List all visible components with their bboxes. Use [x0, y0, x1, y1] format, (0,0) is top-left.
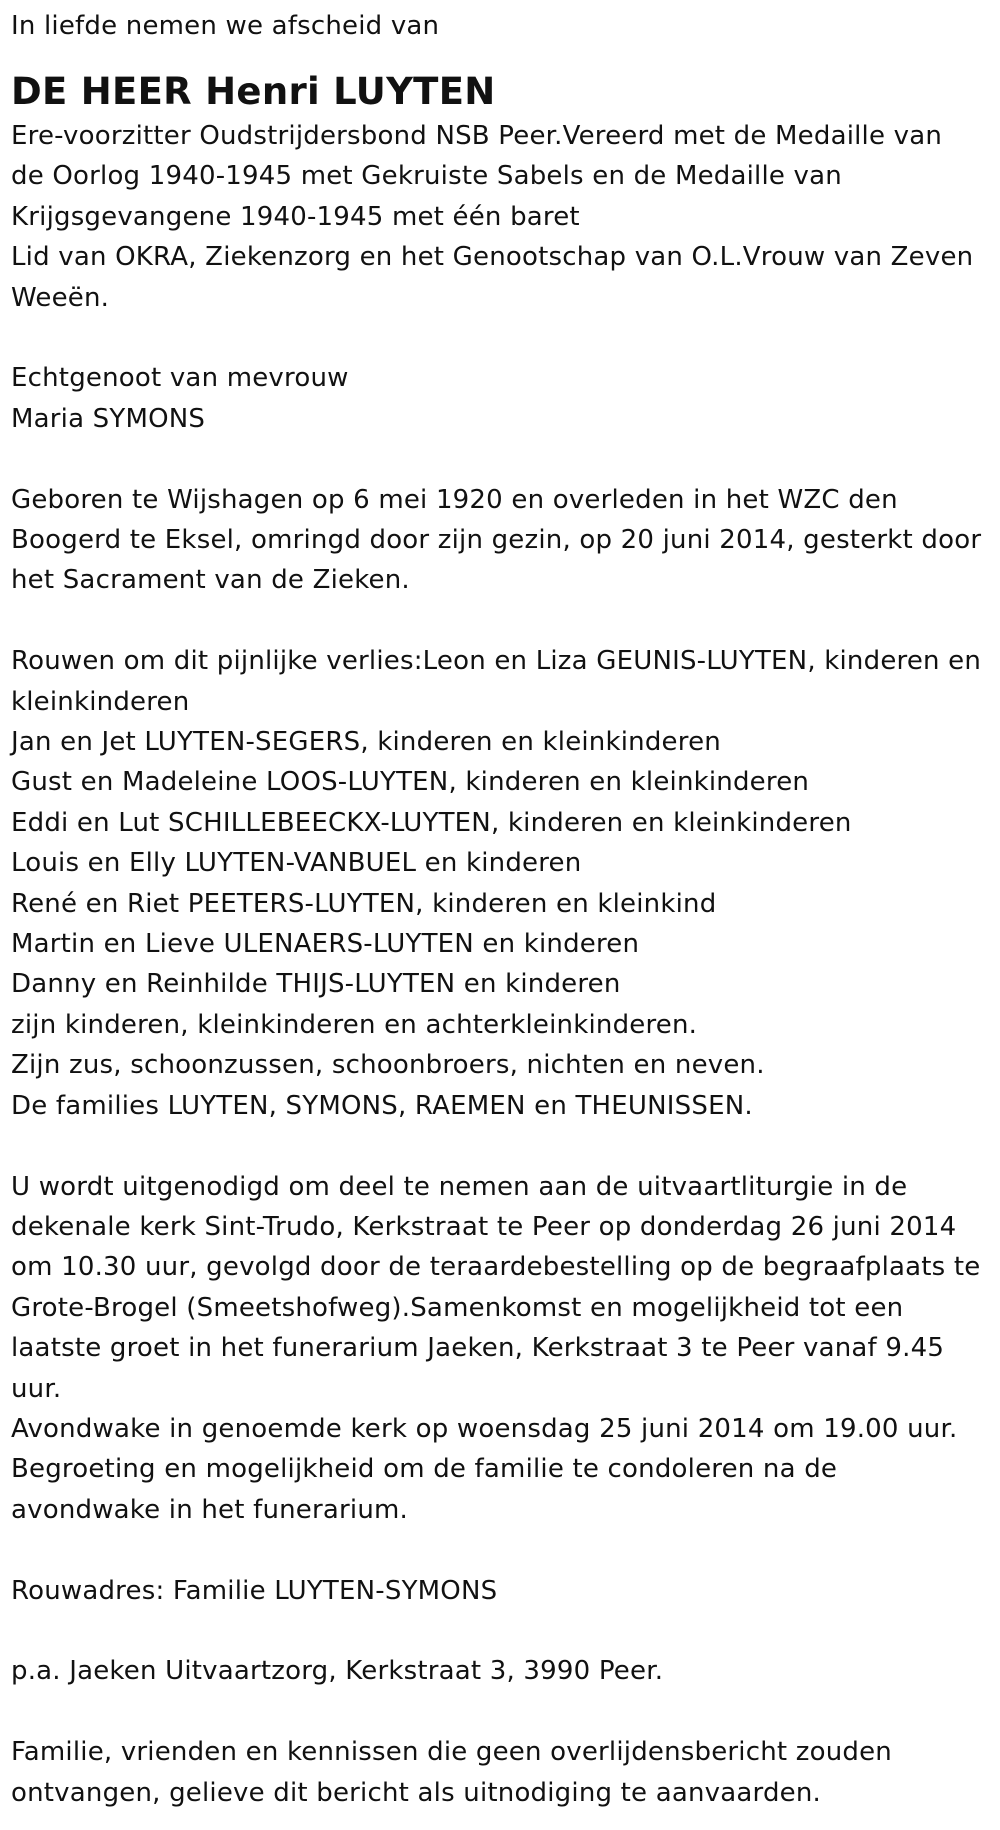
honors-line: Weeën. — [11, 282, 110, 313]
care-of-section — [11, 1651, 1000, 1691]
mourners-line: René en Riet PEETERS-LUYTEN, kinderen en kleinkind — [11, 888, 717, 919]
funeral-line: Begroeting en mogelijkheid om de familie te condoleren na de — [11, 1454, 838, 1485]
deceased-name: DE HEER Henri LUYTEN — [11, 70, 496, 113]
paragraph-gap — [11, 439, 1000, 479]
mourners-line: Zijn zus, schoonzussen, schoonbroers, nichten en neven. — [11, 1050, 765, 1081]
funeral-line: dekenale kerk Sint-Trudo, Kerkstraat te Peer op donderdag 26 juni 2014 — [11, 1211, 957, 1242]
funeral-section — [11, 1167, 1000, 1531]
mourners-line: Jan en Jet LUYTEN-SEGERS, kinderen en kleinkinderen — [11, 727, 721, 758]
paragraph-gap — [11, 1692, 1000, 1732]
funeral-line: U wordt uitgenodigd om deel te nemen aan de uitvaartliturgie in de — [11, 1171, 908, 1202]
spouse-name: Maria SYMONS — [11, 403, 206, 434]
spouse-line: Echtgenoot van mevrouw — [11, 363, 349, 394]
mourners-section — [11, 641, 1000, 1126]
paragraph-gap — [11, 601, 1000, 641]
birth-death-section — [11, 480, 1000, 601]
spouse-section — [11, 358, 1000, 439]
mourners-line: Martin en Lieve ULENAERS-LUYTEN en kinderen — [11, 929, 640, 960]
birth-death-line: Boogerd te Eksel, omringd door zijn gezin, op 20 juni 2014, gesterkt door — [11, 525, 982, 556]
mourners-line: Danny en Reinhilde THIJS-LUYTEN en kinderen — [11, 969, 621, 1000]
paragraph-gap — [11, 1611, 1000, 1651]
honors-line: Lid van OKRA, Ziekenzorg en het Genootschap van O.L.Vrouw van Zeven — [11, 242, 974, 273]
funeral-line: Avondwake in genoemde kerk op woensdag 25 juni 2014 om 19.00 uur. — [11, 1413, 958, 1444]
closing-line: Familie, vrienden en kennissen die geen overlijdensbericht zouden — [11, 1737, 892, 1768]
funeral-line: laatste groet in het funerarium Jaeken, Kerkstraat 3 te Peer vanaf 9.45 — [11, 1333, 945, 1364]
intro-text: In liefde nemen we afscheid van — [11, 11, 440, 41]
mourners-line: Eddi en Lut SCHILLEBEECKX-LUYTEN, kinderen en kleinkinderen — [11, 807, 852, 838]
funeral-line: avondwake in het funerarium. — [11, 1494, 409, 1525]
closing-line: ontvangen, gelieve dit bericht als uitnodiging te aanvaarden. — [11, 1777, 821, 1808]
address-section — [11, 1571, 1000, 1611]
mourners-line: zijn kinderen, kleinkinderen en achterkleinkinderen. — [11, 1009, 698, 1040]
closing-section — [11, 1732, 1000, 1813]
mourners-line: Louis en Elly LUYTEN-VANBUEL en kinderen — [11, 848, 582, 879]
funeral-line: uur. — [11, 1373, 62, 1404]
paragraph-gap — [11, 1530, 1000, 1570]
honors-line: de Oorlog 1940-1945 met Gekruiste Sabels en de Medaille van — [11, 161, 842, 192]
paragraph-gap — [11, 318, 1000, 358]
mourners-line: Rouwen om dit pijnlijke verlies:Leon en Liza GEUNIS-LUYTEN, kinderen en — [11, 646, 982, 677]
birth-death-line: het Sacrament van de Zieken. — [11, 565, 410, 596]
mourners-line: kleinkinderen — [11, 686, 190, 717]
paragraph-gap — [11, 1126, 1000, 1166]
mourners-line: De families LUYTEN, SYMONS, RAEMEN en THEUNISSEN. — [11, 1090, 753, 1121]
funeral-line: Grote-Brogel (Smeetshofweg).Samenkomst en mogelijkheid tot een — [11, 1292, 904, 1323]
mourners-line: Gust en Madeleine LOOS-LUYTEN, kinderen en kleinkinderen — [11, 767, 810, 798]
care-of-line: p.a. Jaeken Uitvaartzorg, Kerkstraat 3, 3990 Peer. — [11, 1656, 664, 1687]
honors-section — [11, 116, 1000, 318]
funeral-line: om 10.30 uur, gevolgd door de teraardebestelling op de begraafplaats te — [11, 1252, 981, 1283]
birth-death-line: Geboren te Wijshagen op 6 mei 1920 en overleden in het WZC den — [11, 484, 898, 515]
address-line: Rouwadres: Familie LUYTEN-SYMONS — [11, 1575, 498, 1606]
honors-line: Ere-voorzitter Oudstrijdersbond NSB Peer.Vereerd met de Medaille van — [11, 121, 943, 151]
honors-line: Krijgsgevangene 1940-1945 met één baret — [11, 201, 580, 232]
